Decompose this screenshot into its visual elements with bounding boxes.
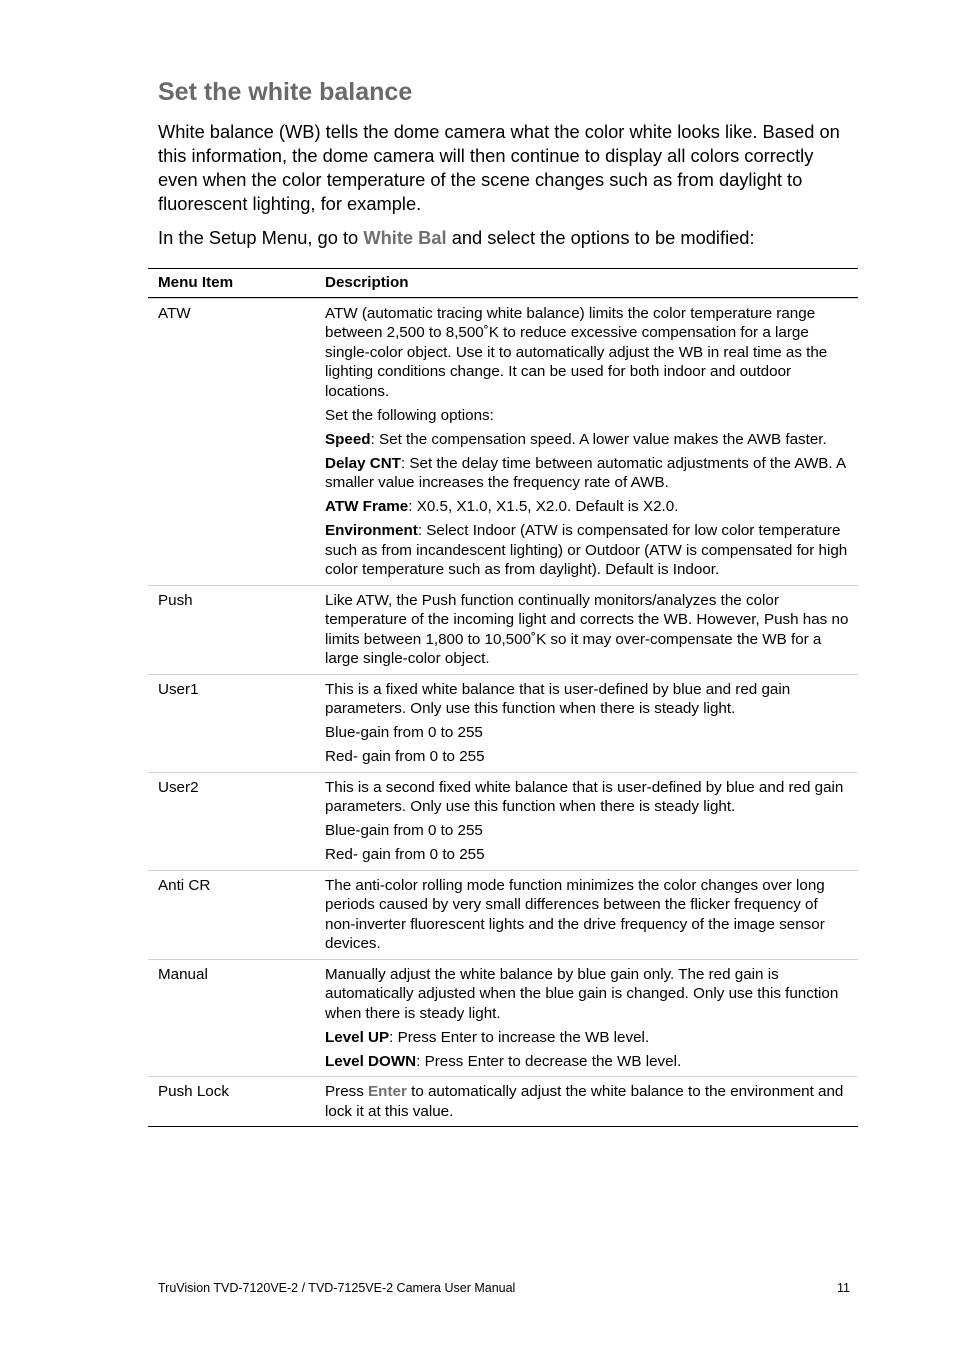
description-text: ATW (automatic tracing white balance) limits the color temperature range between 2,500 to 8,500˚K to reduce excessive compensation for a large single-color object. Use it to automatically adjust the WB in real time as the lighting conditions change. It can be used for both indoor and outdoor locations.	[325, 304, 828, 400]
description-cell	[315, 586, 858, 674]
description-paragraph	[325, 1082, 850, 1121]
description-paragraph	[325, 778, 850, 817]
table-row	[148, 674, 858, 772]
description-text: : Select Indoor (ATW is compensated for low color temperature such as from incandescent lighting) or Outdoor (ATW is compensated for high color temperature such as from daylight). Default is Indoor.	[325, 522, 848, 578]
description-text: : Press Enter to decrease the WB level.	[416, 1052, 682, 1070]
description-text: Blue-gain from 0 to 255	[325, 724, 483, 741]
description-paragraph	[325, 1028, 850, 1048]
description-paragraph	[325, 497, 850, 517]
description-text: Red- gain from 0 to 255	[325, 846, 485, 863]
description-text: Red- gain from 0 to 255	[325, 748, 485, 765]
description-paragraph	[325, 821, 850, 841]
menu-item-cell: Push Lock	[158, 1083, 229, 1100]
enter-key-reference: Enter	[368, 1083, 407, 1100]
option-label: Level DOWN	[325, 1052, 417, 1070]
option-label: Speed	[325, 430, 371, 448]
description-text: This is a second fixed white balance that is user-defined by blue and red gain parameters. Only use this function when there is steady light.	[325, 778, 844, 815]
description-cell	[315, 1077, 858, 1126]
description-text: : Press Enter to increase the WB level.	[389, 1028, 650, 1046]
description-paragraph	[325, 304, 850, 402]
description-cell	[315, 871, 858, 959]
menu-item-cell: Push	[158, 591, 193, 609]
description-text: Press	[325, 1083, 369, 1100]
intro-paragraph: White balance (WB) tells the dome camera what the color white looks like. Based on this information, the dome camera will then continue to display all colors correctly even when the color temperature of the scene changes such as from daylight to fluorescent lighting, for example.	[158, 121, 840, 214]
menu-item-cell: User2	[158, 778, 199, 796]
page-number: 11	[837, 1281, 850, 1295]
description-paragraph	[325, 965, 850, 1024]
description-paragraph	[325, 680, 850, 719]
description-text: : Set the compensation speed. A lower value makes the AWB faster.	[370, 430, 827, 448]
section-heading: Set the white balance	[158, 78, 413, 106]
description-text: This is a fixed white balance that is user-defined by blue and red gain parameters. Only use this function when there is steady light.	[325, 680, 791, 717]
description-text: : X0.5, X1.0, X1.5, X2.0. Default is X2.0.	[408, 498, 679, 515]
table-header-row	[148, 269, 858, 298]
option-label: Level UP	[325, 1028, 390, 1046]
instruction-text-after: and select the options to be modified:	[446, 227, 755, 248]
description-text: Set the following options:	[325, 406, 494, 424]
page-footer	[158, 1281, 850, 1295]
description-text: Like ATW, the Push function continually monitors/analyzes the color temperature of the incoming light and corrects the WB. However, Push has no limits between 1,800 to 10,500˚K so it may over-compensate the WB for a large single-color object.	[325, 591, 849, 667]
footer-manual-title: TruVision TVD-7120VE-2 / TVD-7125VE-2 Camera User Manual	[158, 1281, 516, 1295]
description-paragraph	[325, 747, 850, 767]
header-description: Description	[325, 274, 409, 291]
table-row	[148, 585, 858, 674]
description-paragraph	[325, 454, 850, 493]
description-text: Blue-gain from 0 to 255	[325, 822, 483, 839]
description-paragraph	[325, 876, 850, 954]
option-label: ATW Frame	[325, 498, 409, 515]
menu-item-cell: User1	[158, 680, 199, 698]
description-cell	[315, 675, 858, 772]
table-row	[148, 959, 858, 1077]
description-cell	[315, 773, 858, 870]
menu-item-cell: Manual	[158, 965, 208, 983]
instruction-text-before: In the Setup Menu, go to	[158, 227, 364, 248]
description-text: : Set the delay time between automatic adjustments of the AWB. A smaller value increases the frequency rate of AWB.	[325, 454, 846, 491]
menu-item-cell: Anti CR	[158, 876, 211, 894]
description-text: Manually adjust the white balance by blue gain only. The red gain is automatically adjusted when the blue gain is changed. Only use this function when there is steady light.	[325, 965, 839, 1022]
description-paragraph	[325, 406, 850, 426]
description-paragraph	[325, 1052, 850, 1072]
option-label: Environment	[325, 522, 418, 539]
description-paragraph	[325, 430, 850, 450]
description-text: The anti-color rolling mode function minimizes the color changes over long periods caused by very small differences between the flicker frequency of non-inverter fluorescent lights and the drive frequency of the image sensor devices.	[325, 876, 825, 952]
white-bal-menu-reference: White Bal	[363, 227, 447, 248]
description-paragraph	[325, 723, 850, 743]
instruction-paragraph	[158, 226, 858, 250]
description-paragraph	[325, 591, 850, 669]
option-label: Delay CNT	[325, 454, 401, 472]
table-row	[148, 298, 858, 585]
description-text: to automatically adjust the white balance to the environment and lock it at this value.	[325, 1083, 844, 1120]
description-cell	[315, 960, 858, 1077]
menu-item-cell: ATW	[158, 304, 191, 322]
header-menu-item: Menu Item	[158, 274, 234, 291]
table-row	[148, 1076, 858, 1126]
white-balance-options-table	[148, 268, 858, 1127]
description-paragraph	[325, 521, 850, 580]
table-row	[148, 772, 858, 870]
table-row	[148, 870, 858, 959]
description-cell	[315, 299, 858, 585]
description-paragraph	[325, 845, 850, 865]
